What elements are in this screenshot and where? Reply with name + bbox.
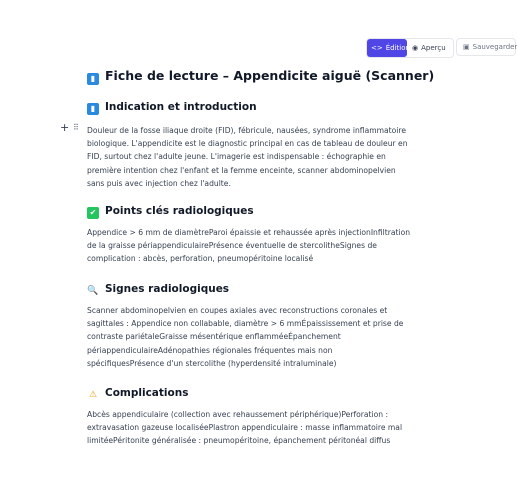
section-heading-points-cles[interactable]: ✔ Points clés radiologiques [87,205,254,219]
save-label: Sauvegarder [472,43,517,51]
section-body-points-cles[interactable]: Appendice > 6 mm de diamètreParoi épaissie et rehaussée après injectionInfiltration de la graisse périappendiculairePrésence éventuelle de stercolitheSignes de complication : abcès, perforation, pneumopéritoine localisé [87,228,411,264]
book-icon: ▮ [87,103,99,115]
section-heading-complications[interactable]: ⚠ Complications [88,387,189,400]
section-body-signes[interactable]: Scanner abdominopelvien en coupes axiales avec reconstructions coronales et sagittales : Appendice non collabable, diamètre > 6 mmÉpaississement et prise de contraste pariétaleGraisse mésentérique enflamméeÉpanchement périappendiculaireAdénopathies régionales fréquentes mais non spécifiquesPrésence d'un stercolithe (hyperdensité intraluminale) [87,306,404,368]
check-icon: ✔ [87,207,99,219]
edit-mode-label: Édition [385,44,410,52]
section-body-complications[interactable]: Abcès appendiculaire (collection avec rehaussement périphérique)Perforation : extravasation gazeuse localiséePlastron appendiculaire : masse inflammatoire mal limitéePéritonite généralisée : pneumopéritoine, épanchement péritonéal diffus [87,410,403,446]
magnifier-icon: 🔍 [87,286,99,296]
drag-handle-icon[interactable]: ⠿ [73,123,78,132]
preview-mode-button[interactable] [408,39,452,57]
save-icon: ▣ [463,43,470,51]
edit-mode-button[interactable] [367,39,410,57]
warning-icon: ⚠ [88,390,98,400]
section-body-indication[interactable]: Douleur de la fosse iliaque droite (FID), fébricule, nausées, syndrome inflammatoire biologique. L'appendicite est le diagnostic principal en cas de tableau de douleur en FID, surtout chez l'adulte jeune. L'imagerie est indispensable : échographie en première intention chez l'enfant et la femme enceinte, scanner abdominopelvien sans puis avec injection chez l'adulte. [87,126,408,188]
save-button[interactable] [456,38,516,56]
code-icon: <> [371,44,383,52]
section-heading-indication[interactable]: ▮ Indication et introduction [87,101,257,115]
add-block-button[interactable]: + [60,121,70,134]
mode-switch [366,38,454,58]
eye-icon: ◉ [412,44,419,52]
document-title[interactable]: ▮ Fiche de lecture – Appendicite aiguë (Scanner) [87,68,434,85]
book-icon: ▮ [87,73,99,85]
preview-mode-label: Aperçu [421,44,446,52]
section-heading-signes[interactable]: 🔍 Signes radiologiques [87,283,230,296]
editor-toolbar [0,38,517,58]
